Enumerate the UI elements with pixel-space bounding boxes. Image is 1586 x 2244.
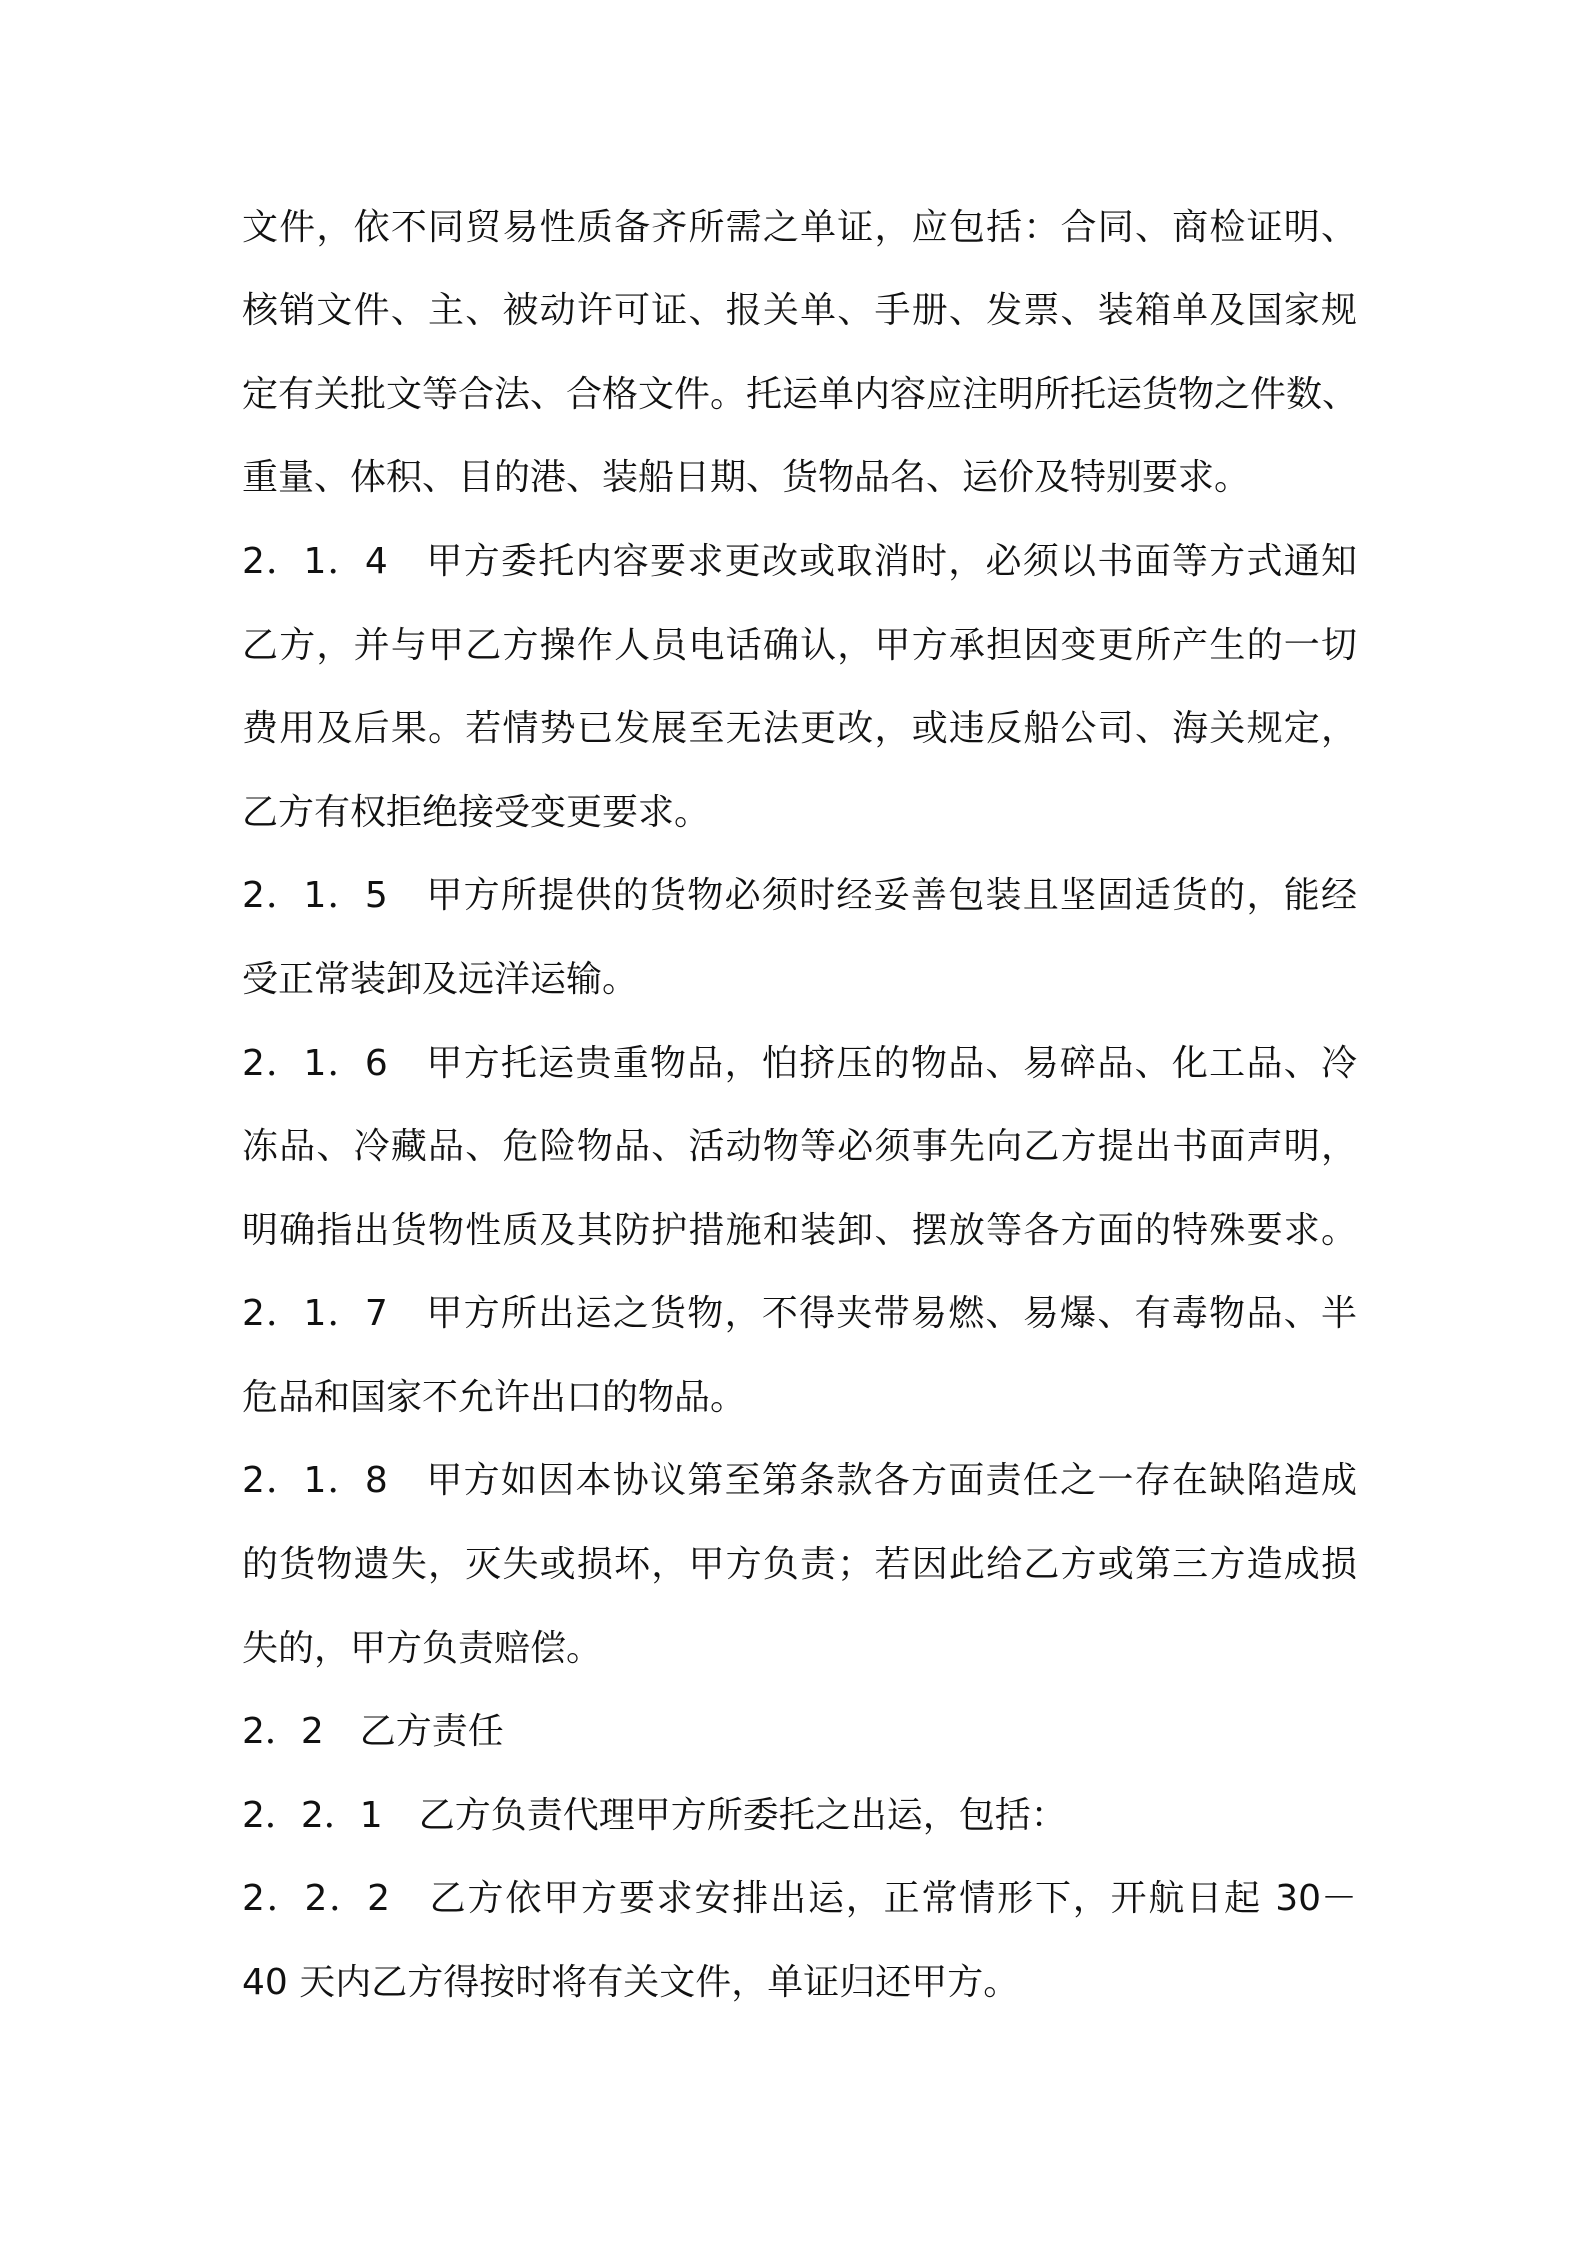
text-line: 40 天内乙方得按时将有关文件，单证归还甲方。	[242, 1962, 1020, 2003]
text-line: 冻品、冷藏品、危险物品、活动物等必须事先向乙方提出书面声明，	[242, 1126, 1357, 1167]
text-line: 危品和国家不允许出口的物品。	[242, 1377, 747, 1418]
text-line: 乙方有权拒绝接受变更要求。	[242, 792, 711, 833]
clause-heading-2-2-1: 2．2．1 乙方负责代理甲方所委托之出运，包括：	[242, 1795, 1067, 1836]
clause-heading-2-1-8: 2．1．8 甲方如因本协议第至第条款各方面责任之一存在缺陷造成	[242, 1460, 1357, 1501]
clause-heading-2-1-6: 2．1．6 甲方托运贵重物品，怕挤压的物品、易碎品、化工品、冷	[242, 1043, 1357, 1084]
text-line: 明确指出货物性质及其防护措施和装卸、摆放等各方面的特殊要求。	[242, 1210, 1357, 1251]
text-line: 的货物遗失，灭失或损坏，甲方负责；若因此给乙方或第三方造成损	[242, 1544, 1357, 1585]
text-line: 失的，甲方负责赔偿。	[242, 1628, 603, 1669]
section-heading-2-2: 2．2 乙方责任	[242, 1711, 504, 1752]
text-line: 文件，依不同贸易性质备齐所需之单证，应包括：合同、商检证明、	[242, 207, 1357, 248]
clause-heading-2-1-7: 2．1．7 甲方所出运之货物，不得夹带易燃、易爆、有毒物品、半	[242, 1293, 1357, 1334]
clause-heading-2-1-4: 2．1．4 甲方委托内容要求更改或取消时，必须以书面等方式通知	[242, 541, 1357, 582]
clause-heading-2-1-5: 2．1．5 甲方所提供的货物必须时经妥善包装且坚固适货的，能经	[242, 875, 1357, 916]
text-line: 重量、体积、目的港、装船日期、货物品名、运价及特别要求。	[242, 457, 1251, 498]
text-line: 核销文件、主、被动许可证、报关单、手册、发票、装箱单及国家规	[242, 290, 1357, 331]
text-line: 受正常装卸及远洋运输。	[242, 959, 639, 1000]
text-line: 费用及后果。若情势已发展至无法更改，或违反船公司、海关规定，	[242, 708, 1357, 749]
text-line: 乙方，并与甲乙方操作人员电话确认，甲方承担因变更所产生的一切	[242, 625, 1357, 666]
text-line: 定有关批文等合法、合格文件。托运单内容应注明所托运货物之件数、	[242, 374, 1359, 415]
clause-heading-2-2-2: 2．2．2 乙方依甲方要求安排出运，正常情形下，开航日起 30－	[242, 1878, 1357, 1919]
